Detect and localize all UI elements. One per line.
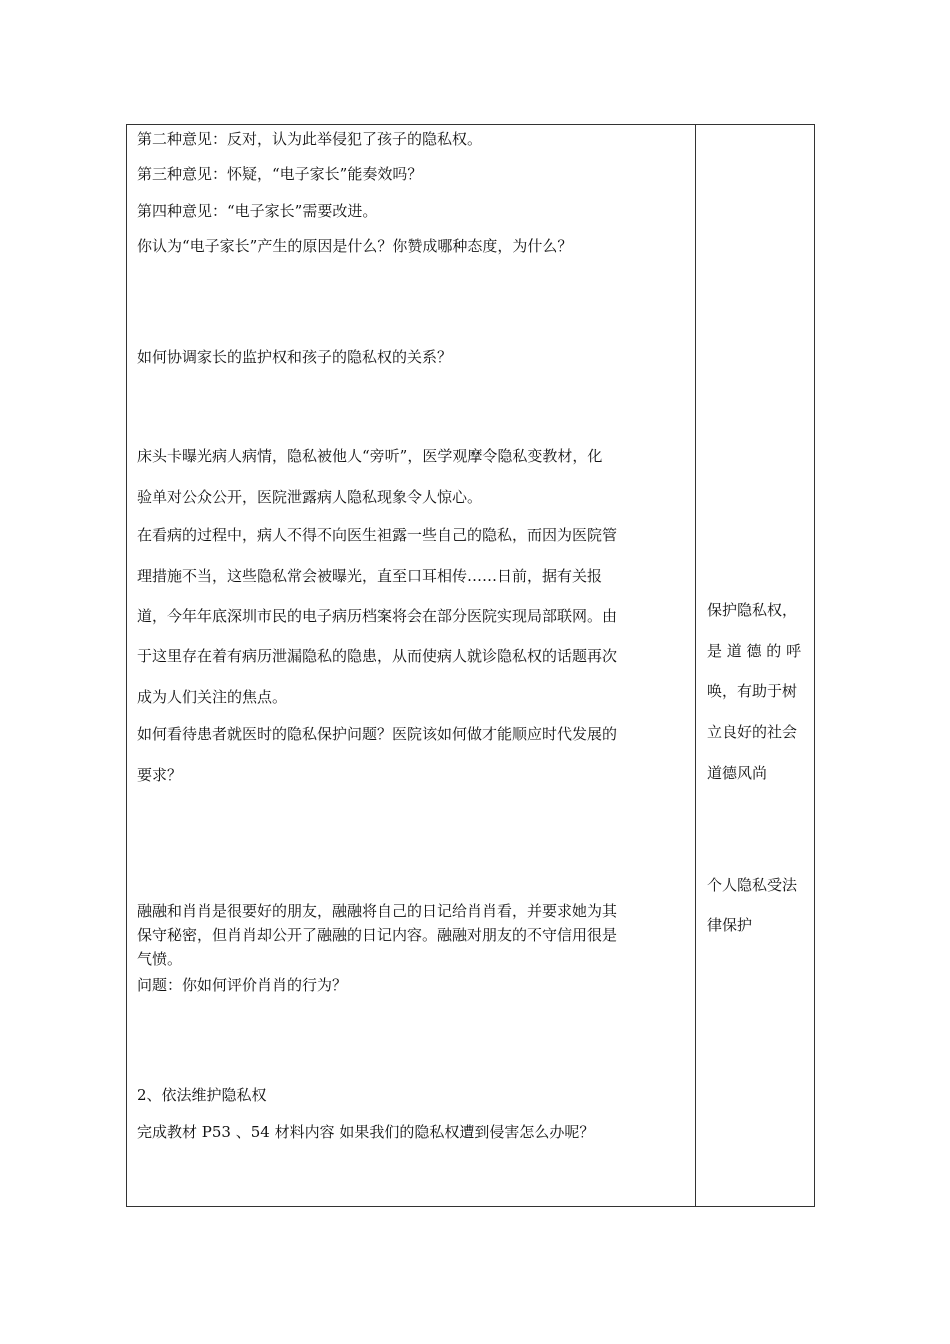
- opinion-4: 第四种意见：“电子家长”需要改进。: [137, 202, 378, 220]
- case2-line-4: 于这里存在着有病历泄漏隐私的隐患，从而使病人就诊隐私权的话题再次: [137, 647, 618, 665]
- question-1: 你认为“电子家长”产生的原因是什么？你赞成哪种态度，为什么？: [137, 237, 573, 255]
- section-2-heading: 2、依法维护隐私权: [137, 1086, 267, 1104]
- case1-line-2: 验单对公众公开，医院泄露病人隐私现象令人惊心。: [137, 488, 483, 506]
- question-3-line-1: 如何看待患者就医时的隐私保护问题？医院该如何做才能顺应时代发展的: [137, 725, 618, 743]
- note1-line-1: 保护隐私权，: [707, 601, 798, 619]
- question-3-line-2: 要求？: [137, 766, 183, 784]
- case2-line-1: 在看病的过程中，病人不得不向医生袒露一些自己的隐私，而因为医院管: [137, 526, 618, 544]
- note2-line-2: 律保护: [707, 916, 753, 934]
- note1-line-2: 是 道 德 的 呼: [707, 642, 802, 660]
- case2-line-2: 理措施不当，这些隐私常会被曝光，直至口耳相传……日前，据有关报: [137, 567, 603, 585]
- question-2: 如何协调家长的监护权和孩子的隐私权的关系？: [137, 348, 453, 366]
- case2-line-3: 道，今年年底深圳市民的电子病历档案将会在部分医院实现局部联网。由: [137, 607, 618, 625]
- note2-line-1: 个人隐私受法: [707, 876, 798, 894]
- opinion-3: 第三种意见：怀疑，“电子家长”能奏效吗？: [137, 165, 423, 183]
- lesson-table: [126, 124, 815, 1207]
- column-divider: [695, 125, 696, 1206]
- case3-line-2: 保守秘密，但肖肖却公开了融融的日记内容。融融对朋友的不守信用很是: [137, 926, 618, 944]
- case3-line-3: 气愤。: [137, 950, 183, 968]
- note1-line-4: 立良好的社会: [707, 723, 798, 741]
- opinion-2: 第二种意见：反对，认为此举侵犯了孩子的隐私权。: [137, 130, 483, 148]
- question-4: 问题：你如何评价肖肖的行为？: [137, 976, 348, 994]
- case3-line-1: 融融和肖肖是很要好的朋友，融融将自己的日记给肖肖看，并要求她为其: [137, 902, 618, 920]
- note1-line-3: 唤，有助于树: [707, 682, 798, 700]
- case1-line-1: 床头卡曝光病人病情，隐私被他人“旁听”，医学观摩令隐私变教材，化: [137, 447, 603, 465]
- task-line: 完成教材 P53 、54 材料内容 如果我们的隐私权遭到侵害怎么办呢？: [137, 1123, 595, 1141]
- case2-line-5: 成为人们关注的焦点。: [137, 688, 288, 706]
- note1-line-5: 道德风尚: [707, 764, 768, 782]
